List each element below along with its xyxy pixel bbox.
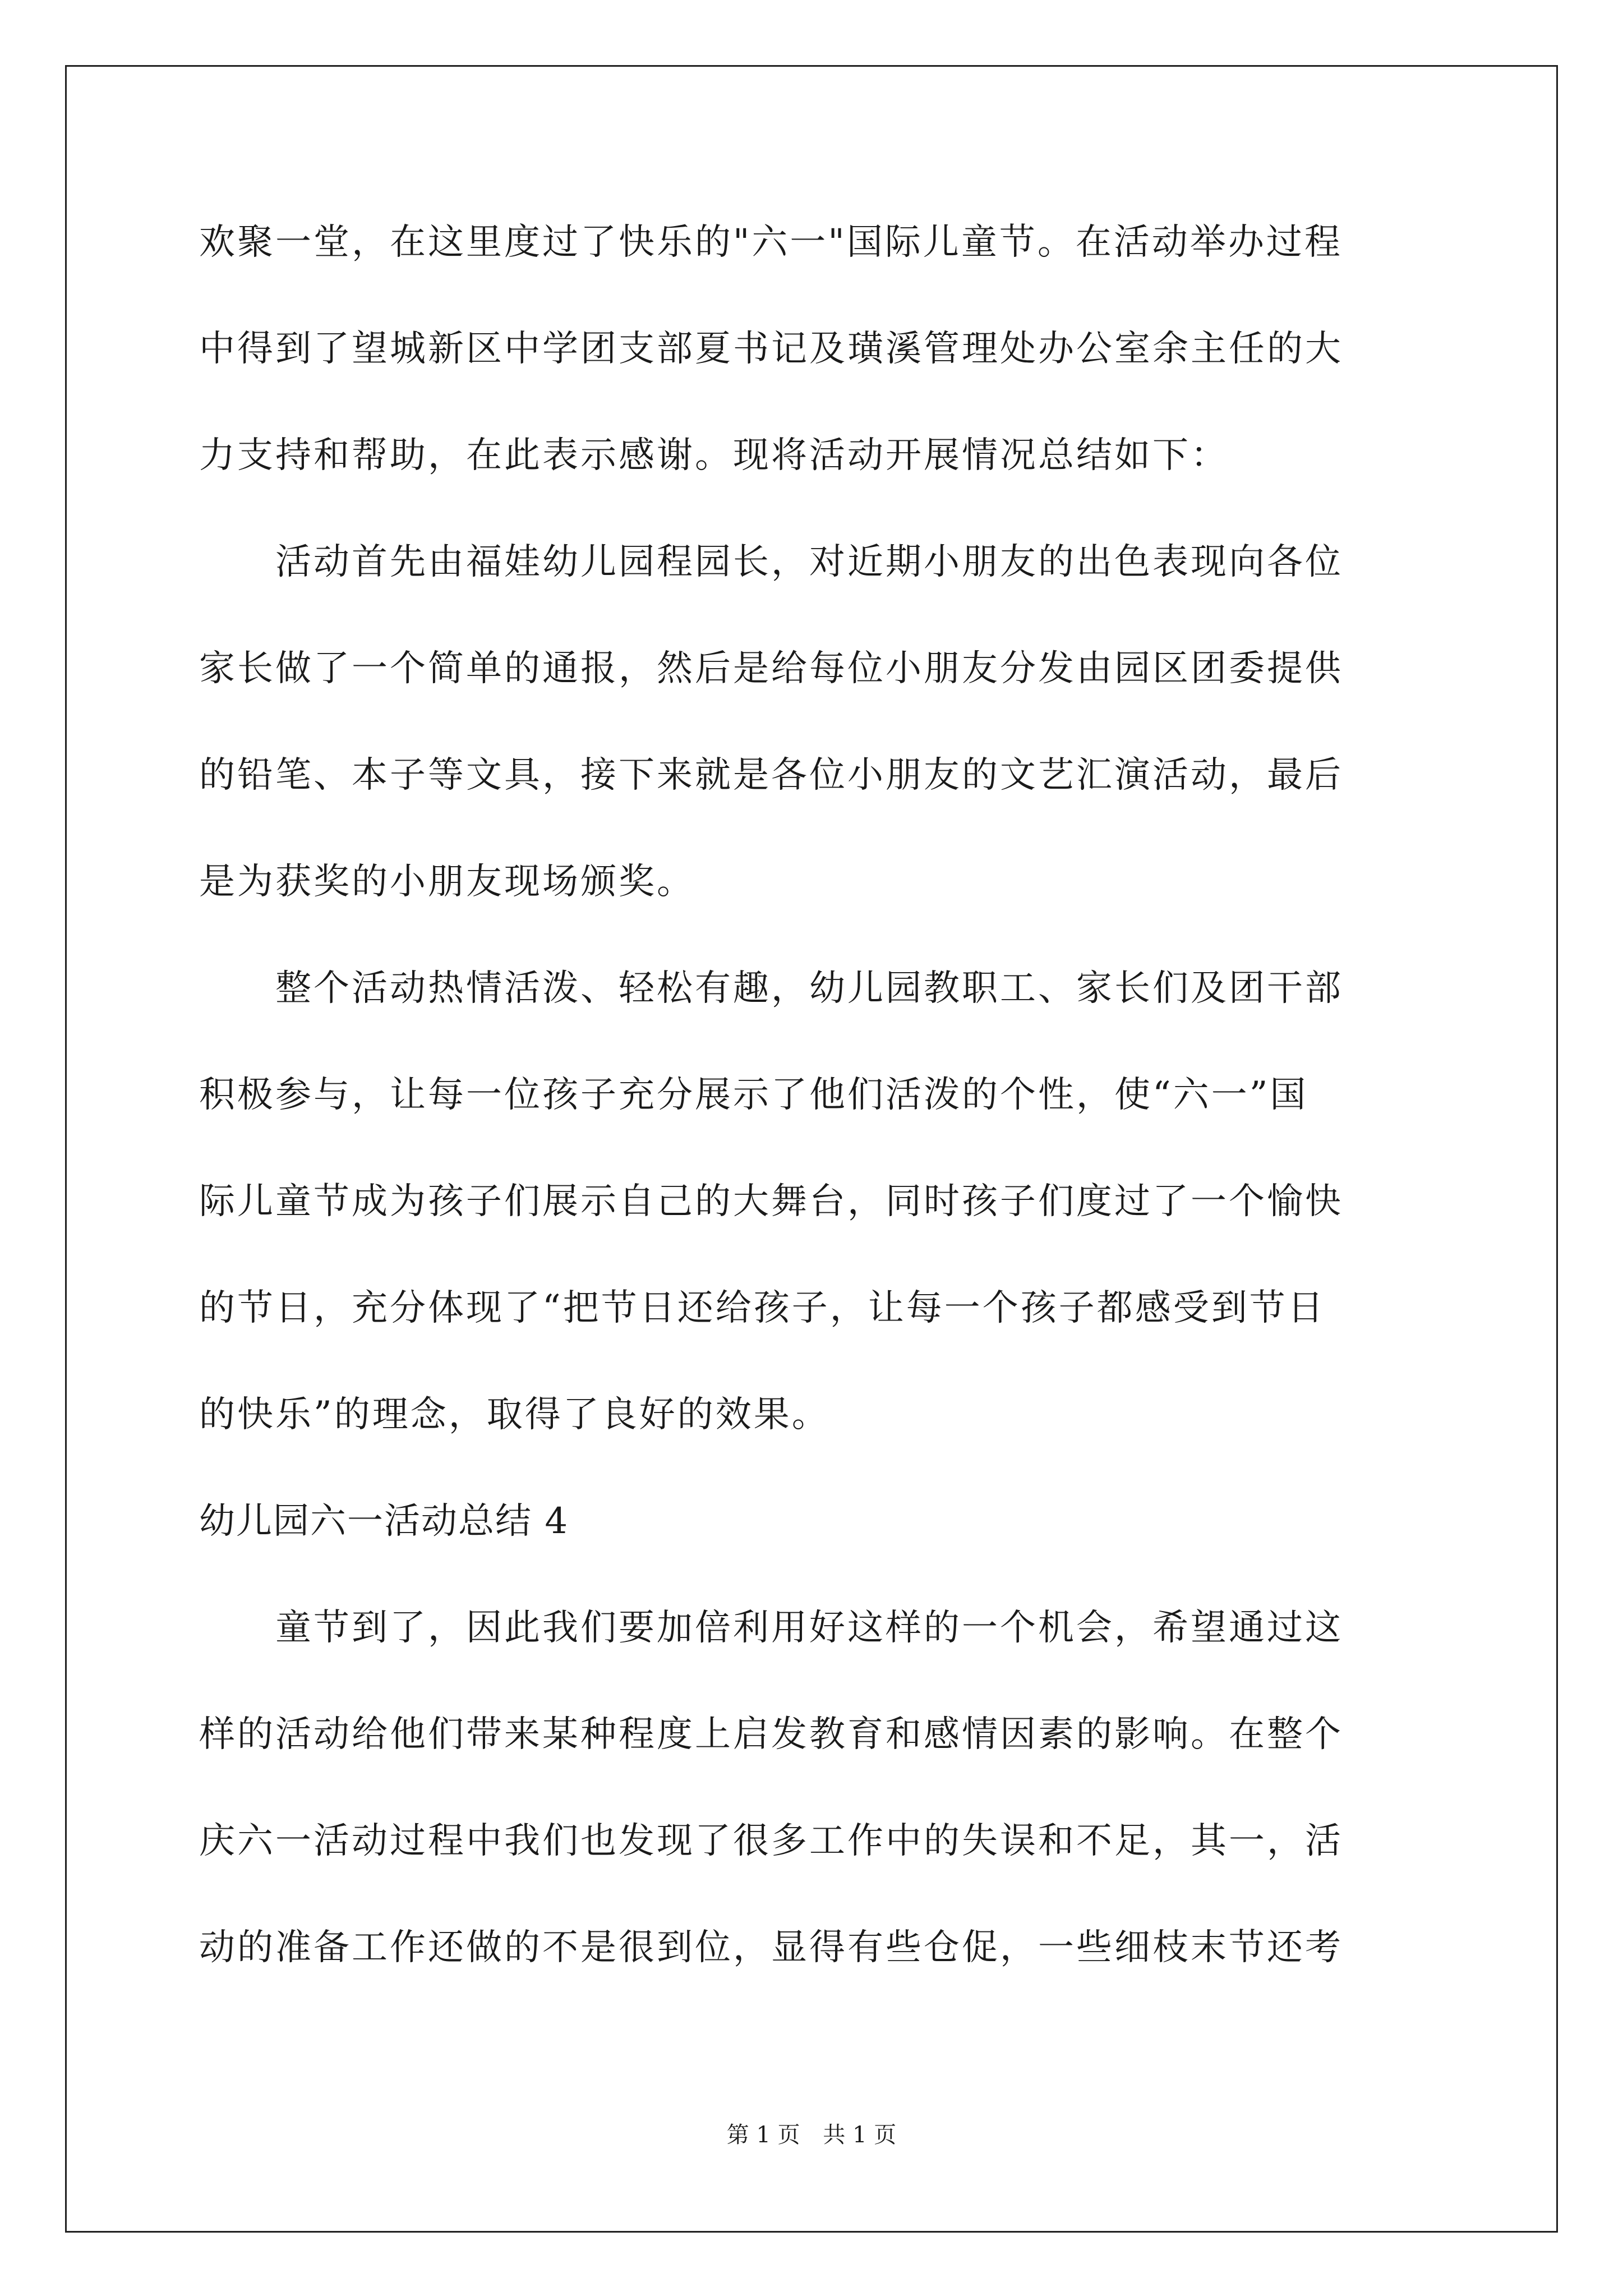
text-line: 的快乐”的理念，取得了良好的效果。 [199,1394,830,1435]
text-line: 欢聚一堂，在这里度过了快乐的"六一"国际儿童节。在活动举办过程 [199,222,1343,263]
section-heading: 幼儿园六一活动总结 4 [199,1501,569,1542]
text-line: 家长做了一个简单的通报，然后是给每位小朋友分发由园区团委提供 [199,648,1343,689]
text-line: 是为获奖的小朋友现场颁奖。 [199,861,695,903]
text-line: 童节到了，因此我们要加倍利用好这样的一个机会，希望通过这 [199,1607,1343,1649]
text-line: 样的活动给他们带来某种程度上启发教育和感情因素的影响。在整个 [199,1714,1343,1755]
text-line: 力支持和帮助，在此表示感谢。现将活动开展情况总结如下： [199,435,1229,476]
text-line: 的节日，充分体现了“把节日还给孩子，让每一个孩子都感受到节日 [199,1287,1326,1329]
text-line: 庆六一活动过程中我们也发现了很多工作中的失误和不足，其一，活 [199,1820,1343,1862]
page-number: 第 1 页 [726,2122,800,2148]
text-line: 的铅笔、本子等文具，接下来就是各位小朋友的文艺汇演活动，最后 [199,754,1343,796]
document-body [199,215,1430,2027]
text-line: 整个活动热情活泼、轻松有趣，幼儿园教职工、家长们及团干部 [199,968,1343,1009]
text-line: 积极参与，让每一位孩子充分展示了他们活泼的个性，使“六一”国 [199,1074,1308,1116]
text-line: 中得到了望城新区中学团支部夏书记及璜溪管理处办公室余主任的大 [199,328,1343,370]
page-total: 共 1 页 [823,2122,897,2148]
page-footer [0,2122,1623,2148]
text-line: 际儿童节成为孩子们展示自己的大舞台，同时孩子们度过了一个愉快 [199,1181,1343,1222]
text-line: 活动首先由福娃幼儿园程园长，对近期小朋友的出色表现向各位 [199,541,1343,583]
text-line: 动的准备工作还做的不是很到位，显得有些仓促，一些细枝末节还考 [199,1927,1343,1968]
